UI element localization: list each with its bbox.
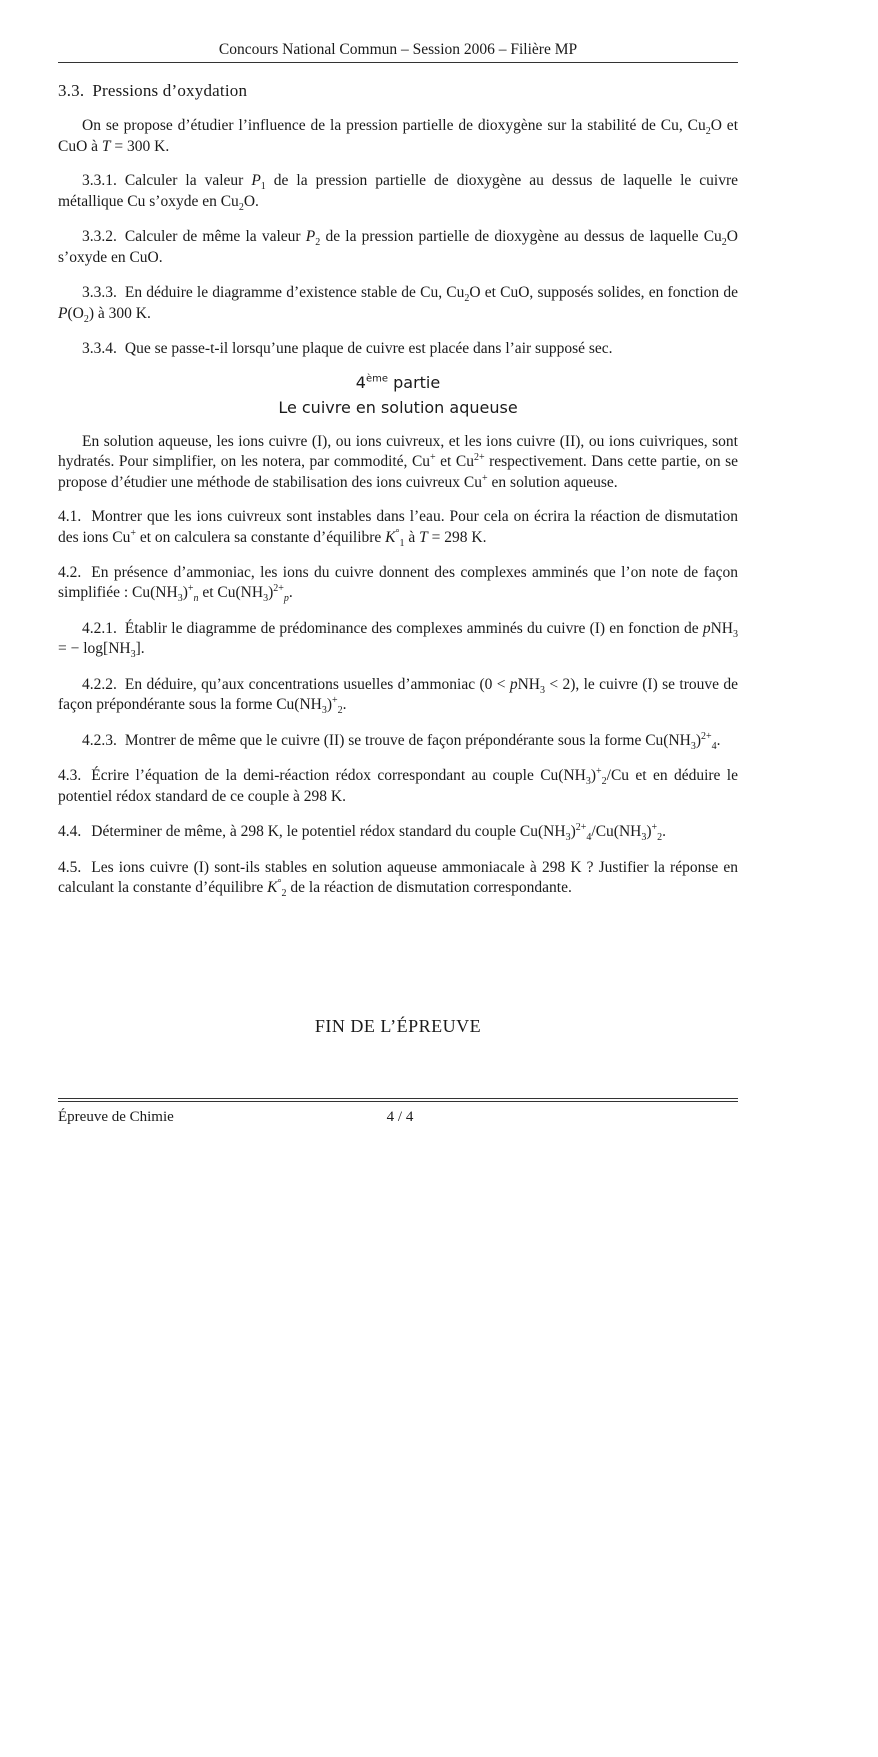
part-4-subtitle: Le cuivre en solution aqueuse (278, 397, 518, 417)
text: ) (182, 584, 188, 602)
question-4-2-3: 4.2.3. Montrer de même que le cuivre (II) se trouve de façon prépondérante sous la forme $Cu(NH_3)^{2+}_4$. (82, 730, 721, 752)
question-3-3-1: 3.3.1. Calculer la valeur $P_1$ de la pression partielle de dioxygène au dessus de laquelle le cuivre métallique Cu s’oxyde en $Cu_2O$. (58, 172, 738, 213)
text: < 2), le cuivre (I) se trouve de façon prépondérante sous la forme Cu(NH (58, 675, 738, 714)
question-4-4: 4.4. Déterminer de même, à 298 K, le potentiel rédox standard du couple $Cu(NH_3)^{2+}_4/Cu(NH_3)^+_2$. (58, 821, 667, 844)
question-number: 4.1. (58, 508, 82, 526)
document-body (58, 80, 738, 913)
text: Établir le diagramme de prédominance des complexes amminés du cuivre (I) en fonction de (124, 619, 703, 637)
question-4-2-2: 4.2.2. En déduire, qu’aux concentrations usuelles d’ammoniac (0 < pNH$_3$ < 2), le cuivre (I) se trouve de façon prépondérante sous la forme $Cu(NH_3)^+_2$. (58, 675, 738, 717)
page-header: Concours National Commun – Session 2006 – Filière MP (218, 41, 578, 58)
question-number: 3.3.3. (82, 284, 117, 302)
text: On se propose d’étudier l’influence de la pression partielle de dioxygène sur la stabilité de Cu, Cu (82, 117, 706, 135)
text: ]. (135, 640, 145, 658)
text: de la pression partielle de dioxygène au dessus de laquelle le cuivre métallique Cu s’oxyde en Cu (58, 172, 738, 210)
text: = − log[NH (58, 640, 131, 658)
text: O et CuO, supposés solides, en fonction de (469, 284, 738, 302)
text: /Cu et en déduire le potentiel rédox standard de ce couple à 298 K. (58, 767, 738, 805)
text: Les ions cuivre (I) sont-ils stables en solution aqueuse ammoniacale à 298 K ? Justifier la réponse en calculant la constante d’équilibre (58, 858, 738, 896)
question-number: 3.3.1. (82, 172, 117, 190)
header-rule (58, 62, 738, 63)
question-number: 4.2.1. (82, 619, 117, 637)
part-number-suffix: ème (365, 373, 389, 385)
question-4-5: 4.5. Les ions cuivre (I) sont-ils stables en solution aqueuse ammoniacale à 298 K ? Justifier la réponse en calculant la constante d’équilibre $K^\circ_2$ de la réaction de dismutation correspondante. (58, 858, 738, 900)
text: O et CuO à (58, 117, 738, 155)
page-number: 4 / 4 (386, 1109, 414, 1125)
text: ) (570, 823, 576, 841)
section-3-3-title (58, 80, 738, 102)
text: = 300 K. (110, 137, 170, 155)
question-number: 4.5. (58, 858, 82, 876)
section-3-3-intro: On se propose d’étudier l’influence de la pression partielle de dioxygène sur la stabilité de Cu, $Cu_2O$ et CuO à T = 300 K. (58, 117, 738, 155)
text: de la pression partielle de dioxygène au dessus de laquelle Cu (320, 228, 722, 246)
text: Écrire l’équation de la demi-réaction rédox correspondant au couple Cu(NH (91, 767, 586, 785)
text: /Cu(NH (591, 823, 642, 841)
question-4-3: 4.3. Écrire l’équation de la demi-réaction rédox correspondant au couple $Cu(NH_3)^+_2/Cu$ et en déduire le potentiel rédox standard de ce couple à 298 K. (58, 766, 738, 805)
question-3-3-3: 3.3.3. En déduire le diagramme d’existence stable de Cu, $Cu_2O$ et CuO, supposés solides, en fonction de $P(O_2)$ à 300 K. (58, 284, 738, 325)
text: . (716, 731, 721, 749)
footer-rule-top (58, 1098, 738, 1099)
text: et Cu (435, 453, 474, 471)
text: ) (695, 731, 702, 749)
part-word: partie (393, 372, 441, 392)
text: En présence d’ammoniac, les ions du cuivre donnent des complexes amminés que l’on note de façon simplifiée : Cu(NH (58, 564, 738, 602)
text: Déterminer de même, à 298 K, le potentiel rédox standard du couple Cu(NH (91, 823, 566, 841)
text: En déduire, qu’aux concentrations usuelles d’ammoniac (0 < (124, 675, 510, 693)
text: . (288, 584, 293, 602)
text: Montrer de même que le cuivre (II) se trouve de façon prépondérante sous la forme Cu(NH (124, 731, 691, 749)
question-number: 4.2.3. (82, 731, 117, 749)
question-number: 3.3.4. (82, 340, 117, 358)
footer-rule-bottom (58, 1101, 738, 1102)
text: Calculer la valeur (124, 172, 252, 190)
question-4-2-1: 4.2.1. Établir le diagramme de prédominance des complexes amminés du cuivre (I) en fonction de pNH$_3$ = − $\log[NH_3]$. (58, 619, 738, 661)
text: à 300 K. (94, 304, 151, 322)
part-4-intro: En solution aqueuse, les ions cuivre (I), ou ions cuivreux, et les ions cuivre (II), ou ions cuivriques, sont hydratés. Pour simplifier, on les notera, par commodité, Cu+ et $Cu^{2+}$ respectivement. Dans cette partie, on se propose d’étudier une méthode de stabilisation des ions cuivreux Cu+ en solution aqueuse. (58, 432, 739, 491)
question-number: 4.4. (58, 823, 82, 841)
text: ) (326, 696, 333, 714)
text: O s’oxyde en CuO. (58, 228, 738, 266)
text: et Cu(NH (198, 584, 264, 602)
section-title-text: Pressions d’oxydation (92, 81, 248, 100)
question-number: 4.2. (58, 564, 82, 581)
text: ) (590, 767, 596, 785)
part-4-heading (58, 372, 738, 393)
question-number: 3.3.2. (82, 228, 117, 246)
text: en solution aqueuse. (487, 473, 618, 491)
section-number: 3.3. (58, 81, 85, 100)
text: à (404, 528, 420, 546)
question-4-2: 4.2. En présence d’ammoniac, les ions du cuivre donnent des complexes amminés que l’on note de façon simplifiée : $Cu(NH_3)^+_n$ et $Cu(NH_3)^{2+}_p$. (58, 564, 738, 605)
text: En solution aqueuse, les ions cuivre (I), ou ions cuivreux, et les ions cuivre (II), ou ions cuivriques, sont hydratés. Pour simplifier, on les notera, par commodité, Cu (58, 432, 738, 471)
text: de la réaction de dismutation correspondante. (286, 878, 572, 896)
question-number: 4.2.2. (82, 675, 117, 693)
text: . (662, 823, 667, 841)
question-4-1: 4.1. Montrer que les ions cuivreux sont instables dans l’eau. Pour cela on écrira la réaction de dismutation des ions Cu+ et on calculera sa constante d’équilibre $K^\circ_1$ à T = 298 K. (58, 508, 738, 549)
text: et on calculera sa constante d’équilibre (135, 528, 386, 546)
text: En déduire le diagramme d’existence stable de Cu, Cu (124, 284, 465, 302)
question-number: 4.3. (58, 767, 82, 785)
text: ) (646, 823, 652, 841)
footer-subject: Épreuve de Chimie (58, 1109, 174, 1125)
part-number: 4 (355, 372, 366, 392)
text: Montrer que les ions cuivreux sont instables dans l’eau. Pour cela on écrira la réaction de dismutation des ions Cu (58, 508, 738, 546)
text: respectivement. Dans cette partie, on se propose d’étudier une méthode de stabilisation des ions cuivreux Cu (58, 453, 739, 491)
question-3-3-4 (58, 339, 738, 359)
text: ) (268, 584, 274, 602)
text: . (342, 696, 347, 714)
text: = 298 K. (427, 528, 487, 546)
question-3-3-2: 3.3.2. Calculer de même la valeur $P_2$ de la pression partielle de dioxygène au dessus de laquelle $Cu_2O$ s’oxyde en CuO. (58, 228, 738, 266)
text: Que se passe-t-il lorsqu’une plaque de cuivre est placée dans l’air supposé sec. (124, 340, 613, 358)
end-of-exam: FIN DE L’ÉPREUVE (314, 1016, 482, 1036)
text: Calculer de même la valeur (124, 228, 306, 246)
